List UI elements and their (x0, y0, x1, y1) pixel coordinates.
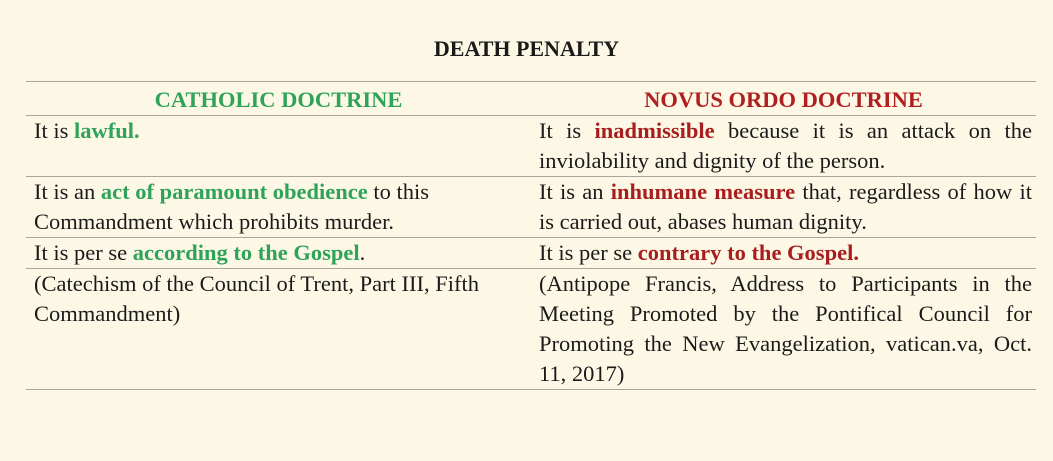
catholic-header: CATHOLIC DOCTRINE (154, 87, 403, 112)
novus-ordo-cell (531, 116, 1036, 177)
highlight-text: contrary to the Gospel (637, 240, 854, 265)
novus-ordo-cell (531, 238, 1036, 269)
highlight-text: inhumane measure (610, 179, 796, 204)
cell-text: It is per se (34, 240, 133, 265)
cell-text: . (853, 240, 859, 265)
catholic-source: (Catechism of the Council of Trent, Part III, Fifth Commandment) (34, 271, 479, 326)
table-row (26, 238, 1036, 269)
highlight-text: act of paramount obedience (100, 179, 368, 204)
cell-text: It is (34, 118, 75, 143)
cell-text: . (359, 240, 366, 265)
header-row (26, 82, 1036, 116)
highlight-text: according to the Gospel (132, 240, 360, 265)
cell-text: to this Commandment which prohibits murder. (34, 179, 429, 234)
cell-text: . (134, 118, 140, 143)
cell-text: that, regardless of how it is carried out, abases human dignity. (539, 179, 1032, 234)
cell-text: It is an (539, 179, 611, 204)
table-row (26, 177, 1036, 238)
cell-text: because it is an attack on the inviolability and dignity of the person. (539, 118, 1032, 173)
page-title: DEATH PENALTY (433, 36, 620, 61)
novus-ordo-cell (531, 177, 1036, 238)
novus-ordo-source: (Antipope Francis, Address to Participants in the Meeting Promoted by the Pontifical Council for Promoting the New Evangelization, vatican.va, Oct. 11, 2017) (539, 271, 1032, 386)
catholic-cell (26, 238, 531, 269)
cell-text: It is (539, 118, 595, 143)
cell-text: It is per se (539, 240, 638, 265)
table-row (26, 116, 1036, 177)
source-row (26, 269, 1036, 390)
novus-ordo-header: NOVUS ORDO DOCTRINE (644, 87, 923, 112)
highlight-text: lawful (74, 118, 135, 143)
cell-text: It is an (34, 179, 101, 204)
highlight-text: inadmissible (594, 118, 715, 143)
comparison-table (26, 81, 1036, 390)
catholic-cell (26, 177, 531, 238)
catholic-cell (26, 116, 531, 177)
